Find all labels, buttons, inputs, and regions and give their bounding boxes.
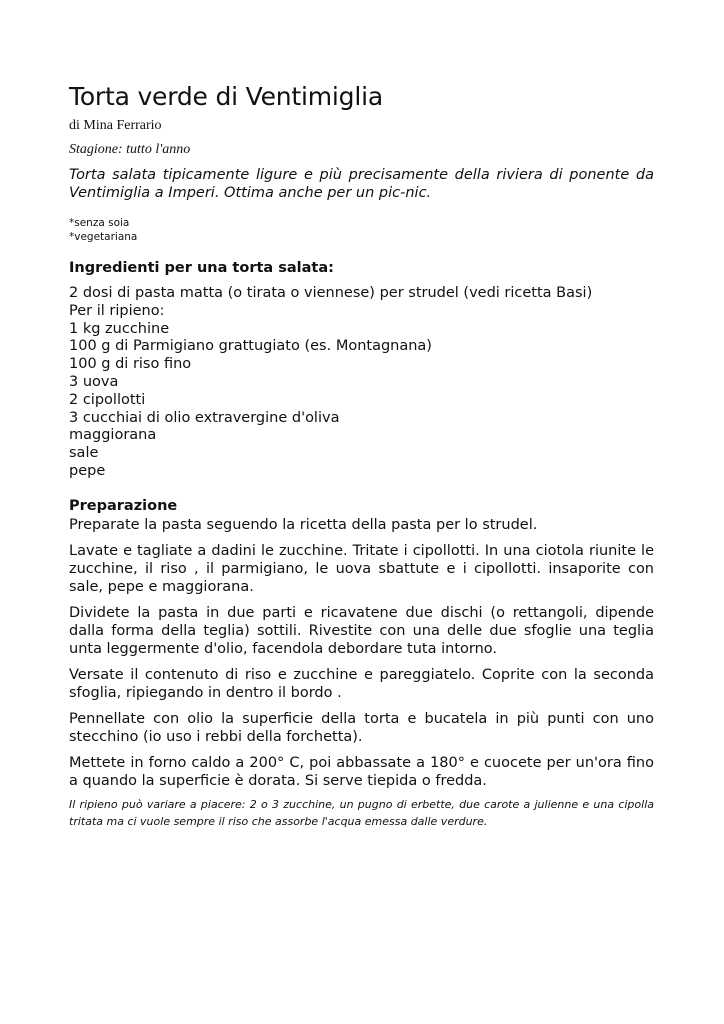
ingredients-list (69, 285, 654, 481)
preparation-step: Preparate la pasta seguendo la ricetta della pasta per lo strudel. (69, 516, 538, 533)
recipe-page (69, 80, 654, 830)
ingredient-item: maggiorana (69, 427, 157, 444)
ingredient-item: 1 kg zucchine (69, 320, 170, 337)
preparation-step: Lavate e tagliate a dadini le zucchine. Tritate i cipollotti. In una ciotola riunite le zucchine, il riso , il parmigiano, le uova sbattute e i cipollotti. insaporite con sale, pepe e maggiorana. (69, 542, 654, 595)
ingredient-item: 2 dosi di pasta matta (o tirata o viennese) per strudel (vedi ricetta Basi) (69, 285, 593, 301)
ingredient-item: 3 cucchiai di olio extravergine d'oliva (69, 409, 340, 426)
preparation-step: Dividete la pasta in due parti e ricavatene due dischi (o rettangoli, dipende dalla forma della teglia) sottili. Rivestite con una delle due sfoglie una teglia unta leggermente d'olio, facendola debordare tuta intorno. (69, 604, 654, 657)
recipe-intro: Torta salata tipicamente ligure e più precisamente della riviera di ponente da Ventimiglia a Imperi. Ottima anche per un pic-nic. (69, 167, 654, 201)
preparation-step: Pennellate con olio la superficie della torta e bucatela in più punti con uno stecchino (io uso i rebbi della forchetta). (69, 710, 654, 745)
diet-tag: *vegetariana (69, 231, 138, 243)
ingredient-item: sale (69, 445, 99, 462)
recipe-note: Il ripieno può variare a piacere: 2 o 3 zucchine, un pugno di erbette, due carote a julienne e una cipolla tritata ma ci vuole sempre il riso che assorbe l'acqua emessa dalle verdure. (69, 797, 654, 828)
ingredient-item: 2 cipollotti (69, 391, 146, 408)
ingredient-item: Per il ripieno: (69, 302, 165, 319)
ingredient-item: 100 g di Parmigiano grattugiato (es. Montagnana) (69, 338, 432, 355)
recipe-title: Torta verde di Ventimiglia (69, 82, 383, 111)
preparation-step: Versate il contenuto di riso e zucchine e pareggiatelo. Coprite con la seconda sfoglia, ripiegando in dentro il bordo . (69, 666, 654, 701)
diet-tag: *senza soia (69, 217, 130, 229)
ingredients-heading: Ingredienti per una torta salata: (69, 260, 334, 276)
ingredient-item: pepe (69, 462, 106, 479)
diet-tags (69, 216, 654, 244)
recipe-season: Stagione: tutto l'anno (69, 142, 191, 157)
preparation-heading: Preparazione (69, 497, 178, 514)
ingredient-item: 100 g di riso fino (69, 356, 192, 373)
ingredient-item: 3 uova (69, 373, 119, 390)
recipe-author: di Mina Ferrario (69, 118, 162, 133)
preparation-step: Mettete in forno caldo a 200° C, poi abbassate a 180° e cuocete per un'ora fino a quando la superficie è dorata. Si serve tiepida o fredda. (69, 754, 654, 789)
